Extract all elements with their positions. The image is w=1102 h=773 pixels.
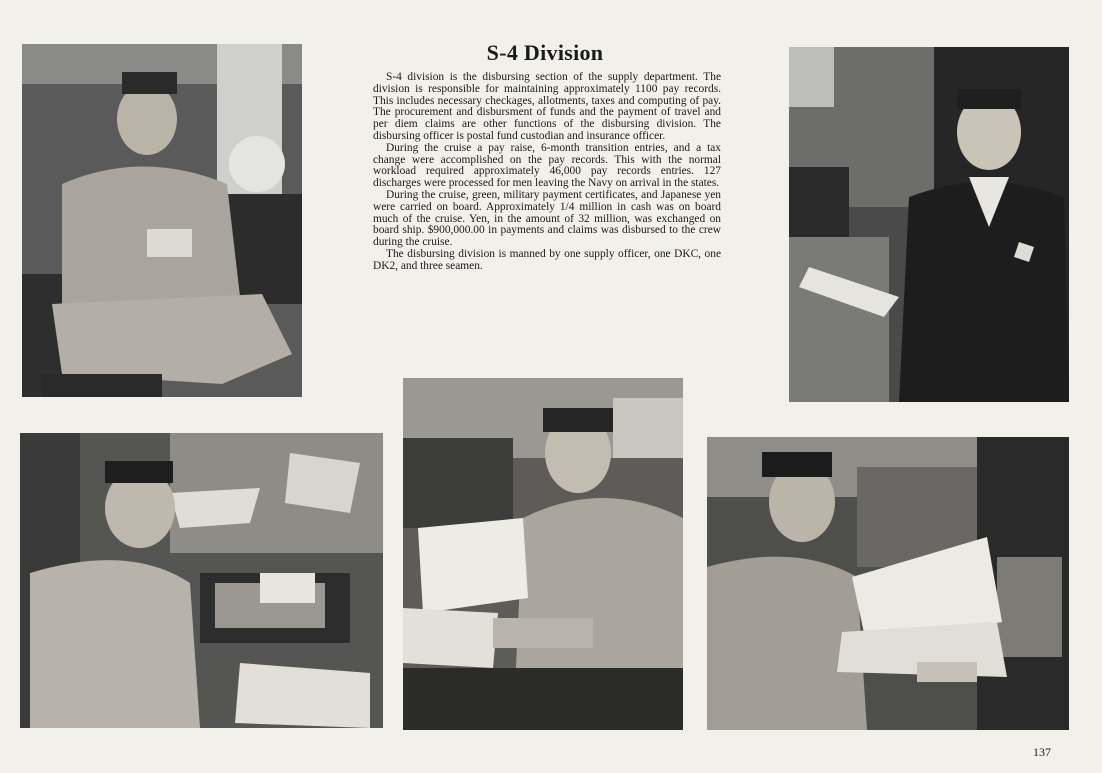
paragraph: During the cruise, green, military payment certificates, and Japanese yen were carried on board. Approximately 1/4 million in cash was on board much of the cruise. Yen, in the amount of 32 million, was exchanged on board ship. $900,000.00 in payments and claims was disbursed to the crew during the cruise. [373,188,721,249]
paragraph: The disbursing division is manned by one supply officer, one DKC, one DK2, and three seamen. [373,247,721,272]
page-number: 137 [1033,745,1051,759]
photo-man-with-papers [403,378,683,730]
paragraph: During the cruise a pay raise, 6-month transition entries, and a tax change were accomplished on the pay records. This with the normal workload required approximately 46,000 pay records entries. 127 discharges were processed for men leaving the Navy on arrival in the states. [373,141,721,190]
photo-officer-with-glasses [789,47,1069,402]
paragraph: S-4 division is the disbursing section of the supply department. The division is responsible for maintaining approximately 1100 pay records. This includes necessary checkages, allotments, taxes and computing of pay. The procurement and disbursment of funds and the payment of travel and per diem claims are other functions of the disbursing division. The disbursing officer is postal fund custodian and insurance officer. [373,71,721,142]
article-body [373,72,721,273]
photo-young-man-reading [707,437,1069,730]
page-title: S-4 Division [486,40,604,65]
photo-man-typing [20,433,383,728]
photo-man-seated-with-money [22,44,302,397]
